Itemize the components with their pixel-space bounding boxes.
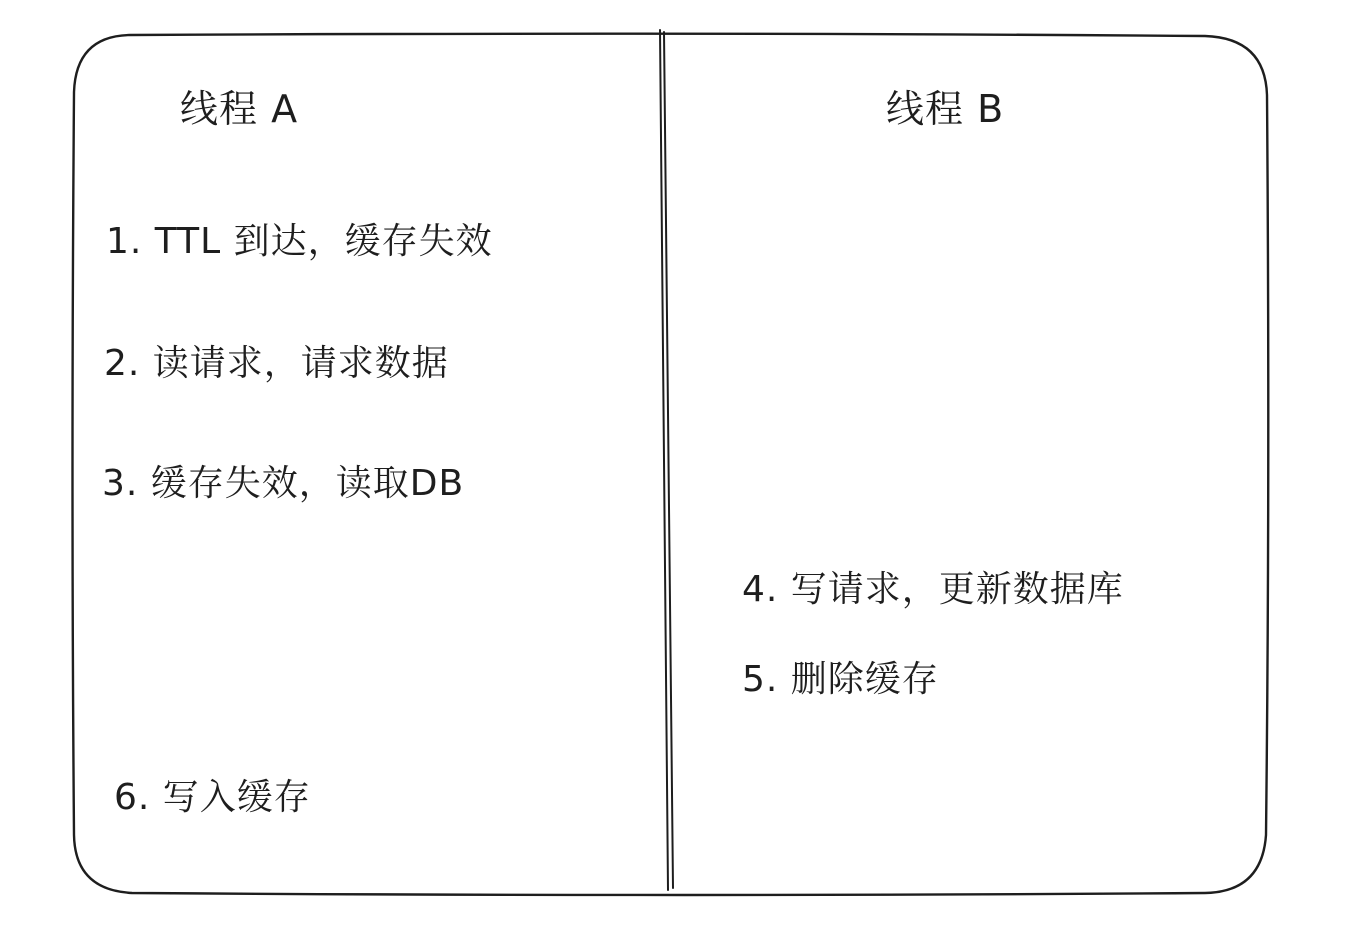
thread-a-step-2: 2. 读请求，请求数据 [104, 343, 449, 384]
thread-a-title: 线程 A [180, 87, 299, 131]
thread-b-step-5: 5. 删除缓存 [742, 659, 939, 700]
thread-b-title: 线程 B [886, 87, 1005, 131]
center-divider-line-1 [660, 30, 668, 890]
thread-a-step-6: 6. 写入缓存 [114, 777, 311, 818]
thread-a-step-3: 3. 缓存失效，读取DB [102, 463, 465, 504]
center-divider-line-2 [664, 32, 673, 888]
thread-a-step-1: 1. TTL 到达，缓存失效 [106, 221, 493, 262]
thread-b-step-4: 4. 写请求，更新数据库 [742, 569, 1124, 610]
